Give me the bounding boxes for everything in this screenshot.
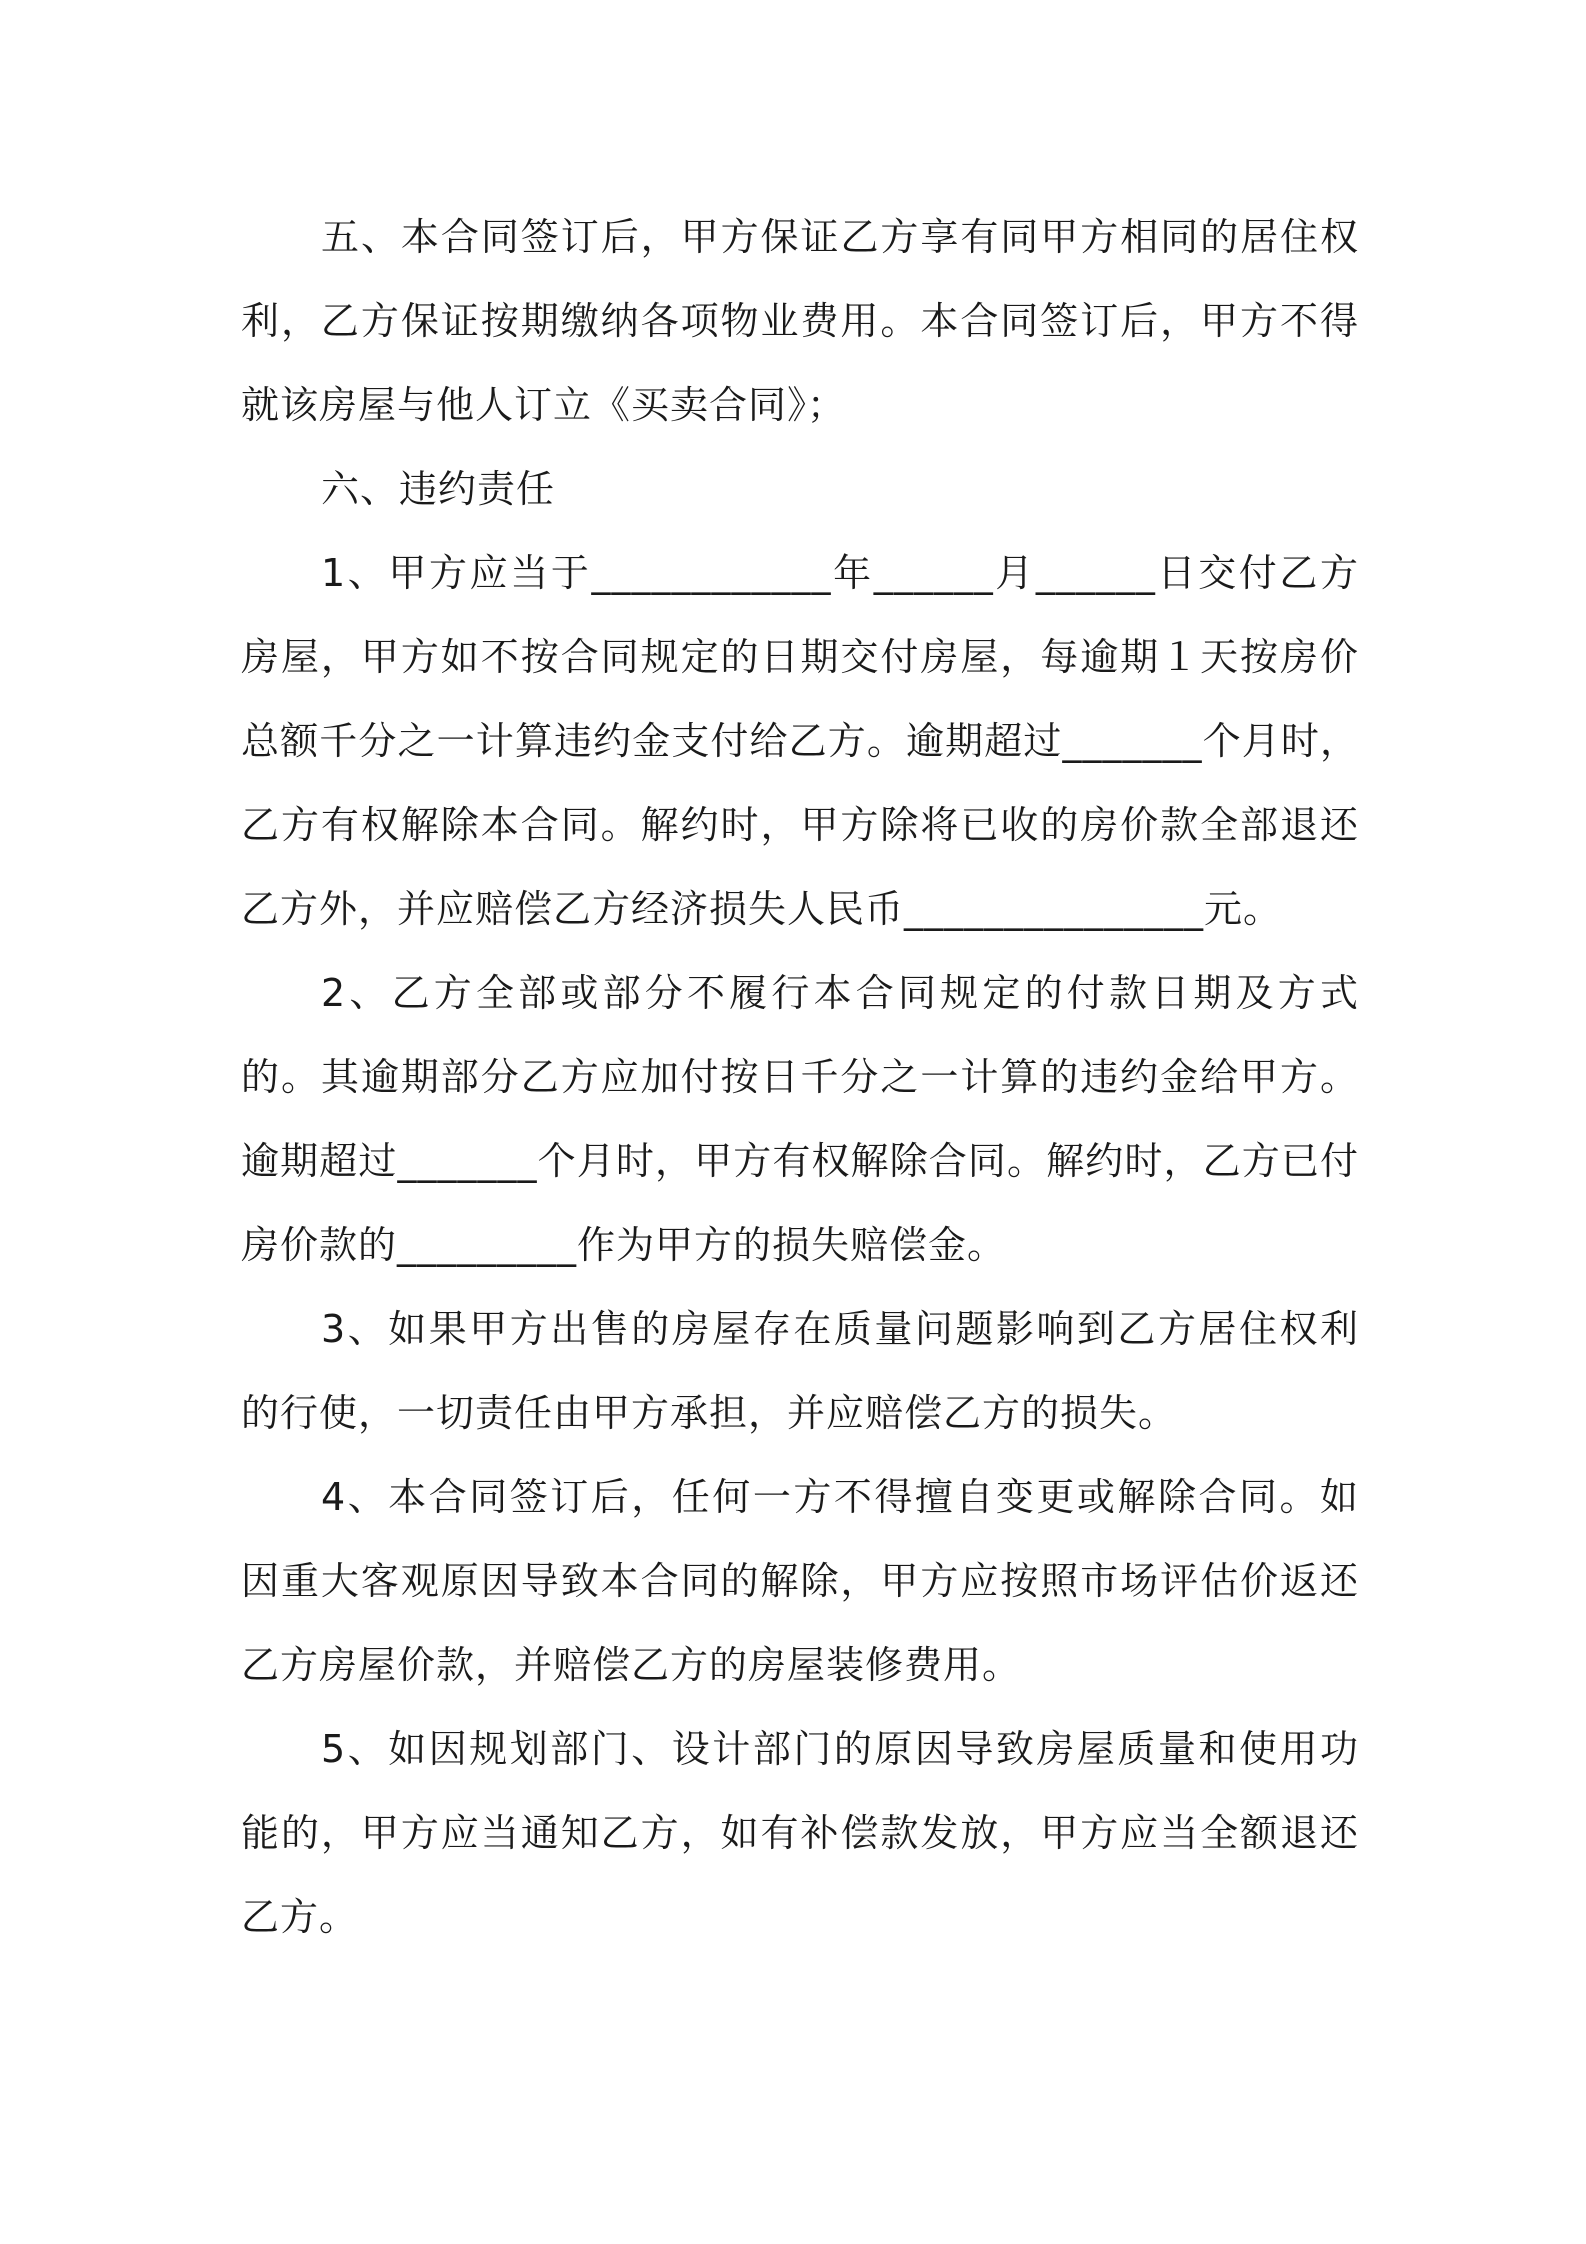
clause-breach-3-paragraph: 3、如果甲方出售的房屋存在质量问题影响到乙方居住权利的行使，一切责任由甲方承担，并应赔偿乙方的损失。: [241, 1307, 1359, 1435]
clause-breach-1-paragraph: 1、甲方应当于____________年______月______日交付乙方房屋，甲方如不按合同规定的日期交付房屋，每逾期１天按房价总额千分之一计算违约金支付给乙方。逾期超过_______个月时，乙方有权解除本合同。解约时，甲方除将已收的房价款全部退还乙方外，并应赔偿乙方经济损失人民币_______________元。: [241, 551, 1359, 931]
clause-breach-2-paragraph: 2、乙方全部或部分不履行本合同规定的付款日期及方式的。其逾期部分乙方应加付按日千分之一计算的违约金给甲方。逾期超过_______个月时，甲方有权解除合同。解约时，乙方已付房价款的_________作为甲方的损失赔偿金。: [241, 971, 1359, 1267]
clause-breach-5-paragraph: 5、如因规划部门、设计部门的原因导致房屋质量和使用功能的，甲方应当通知乙方，如有补偿款发放，甲方应当全额退还乙方。: [241, 1727, 1359, 1939]
section-heading-breach-liability: 六、违约责任: [321, 467, 556, 511]
document-body: [241, 195, 1359, 1959]
clause-five-paragraph: 五、本合同签订后，甲方保证乙方享有同甲方相同的居住权利，乙方保证按期缴纳各项物业费用。本合同签订后，甲方不得就该房屋与他人订立《买卖合同》；: [241, 215, 1359, 427]
clause-breach-4-paragraph: 4、本合同签订后，任何一方不得擅自变更或解除合同。如因重大客观原因导致本合同的解除，甲方应按照市场评估价返还乙方房屋价款，并赔偿乙方的房屋装修费用。: [241, 1475, 1359, 1687]
